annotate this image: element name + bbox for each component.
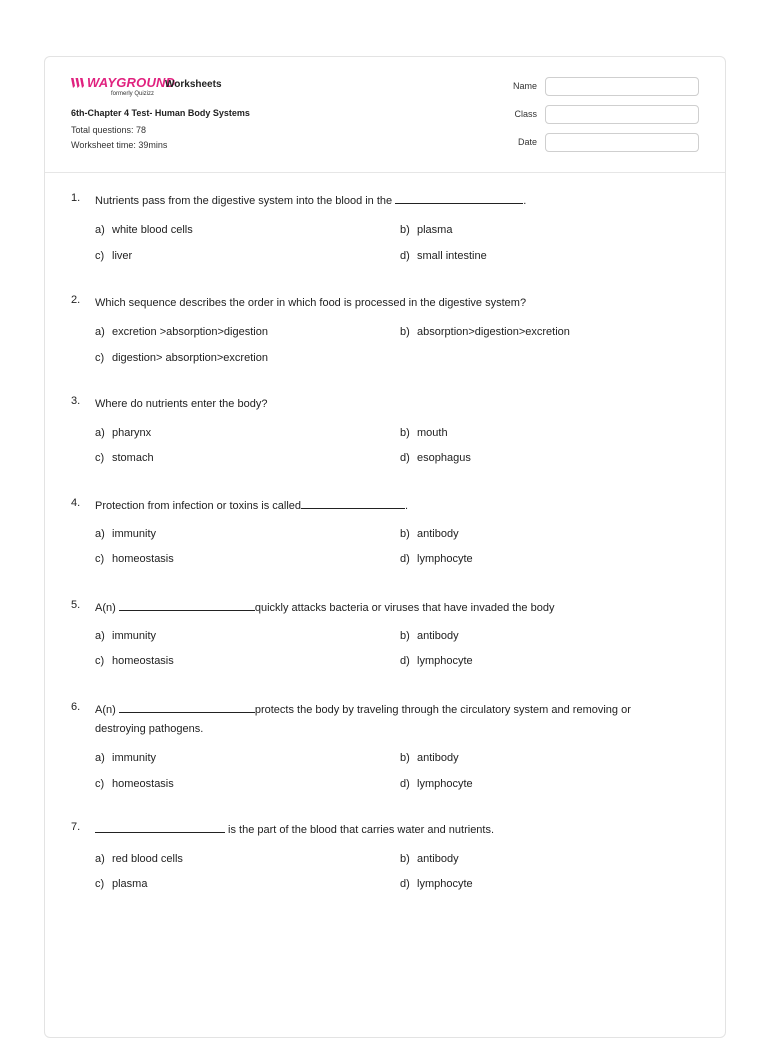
logo-mark-icon (71, 77, 85, 89)
option-text: liver (112, 250, 133, 262)
question-text-before: A(n) (95, 602, 119, 614)
option-letter: b) (400, 528, 410, 540)
worksheet-header (45, 57, 725, 173)
option-text: white blood cells (112, 224, 193, 236)
question-text (95, 821, 680, 840)
option-d[interactable] (400, 878, 473, 890)
question-text: Which sequence describes the order in which food is processed in the digestive system? (95, 297, 527, 309)
answer-blank (119, 599, 255, 611)
option-d[interactable] (400, 553, 473, 565)
question-text-before: Protection from infection or toxins is called (95, 500, 302, 512)
option-text: absorption>digestion>excretion (417, 326, 570, 338)
option-text: plasma (112, 878, 148, 890)
option-text: lymphocyte (417, 655, 473, 667)
option-letter: b) (400, 326, 410, 338)
option-text: lymphocyte (417, 878, 473, 890)
option-letter: d) (400, 778, 410, 790)
option-text: homeostasis (112, 655, 174, 667)
option-letter: c) (95, 553, 105, 565)
option-letter: a) (95, 528, 105, 540)
option-letter: a) (95, 224, 105, 236)
option-letter: b) (400, 427, 410, 439)
option-letter: d) (400, 452, 410, 464)
option-b[interactable] (400, 752, 459, 764)
question-number: 4. (71, 497, 81, 509)
option-a[interactable] (95, 224, 193, 236)
option-letter: a) (95, 326, 105, 338)
worksheet-time: Worksheet time: 39mins (71, 140, 168, 150)
option-text: lymphocyte (417, 778, 473, 790)
option-letter: d) (400, 655, 410, 667)
class-field[interactable] (545, 105, 699, 124)
option-text: digestion> absorption>excretion (112, 352, 268, 364)
answer-blank (395, 192, 523, 204)
option-letter: c) (95, 655, 105, 667)
option-text: small intestine (417, 250, 487, 262)
option-c[interactable] (95, 778, 174, 790)
option-text: red blood cells (112, 853, 183, 865)
question-number: 2. (71, 294, 81, 306)
option-d[interactable] (400, 655, 473, 667)
option-text: antibody (417, 853, 459, 865)
option-letter: a) (95, 630, 105, 642)
option-letter: a) (95, 853, 105, 865)
option-d[interactable] (400, 250, 487, 262)
question-text (95, 701, 680, 739)
question-text (95, 497, 680, 516)
date-label: Date (517, 137, 537, 147)
question-number: 1. (71, 192, 81, 204)
question-number: 6. (71, 701, 81, 713)
logo-wordmark: WAYGROUND (87, 75, 176, 90)
option-text: antibody (417, 752, 459, 764)
product-label: Worksheets (165, 79, 222, 90)
question-number: 5. (71, 599, 81, 611)
option-b[interactable] (400, 528, 459, 540)
option-letter: a) (95, 427, 105, 439)
name-label: Name (512, 81, 537, 91)
answer-blank (301, 497, 405, 509)
total-questions: Total questions: 78 (71, 125, 147, 135)
worksheet-title: 6th-Chapter 4 Test- Human Body Systems (71, 108, 250, 118)
option-letter: a) (95, 752, 105, 764)
option-text: homeostasis (112, 778, 174, 790)
option-text: plasma (417, 224, 453, 236)
name-field[interactable] (545, 77, 699, 96)
option-letter: d) (400, 878, 410, 890)
answer-blank (119, 701, 255, 713)
option-letter: b) (400, 752, 410, 764)
option-b[interactable] (400, 326, 570, 338)
option-text: antibody (417, 528, 459, 540)
option-text: excretion >absorption>digestion (112, 326, 268, 338)
option-c[interactable] (95, 452, 154, 464)
option-c[interactable] (95, 553, 174, 565)
option-letter: b) (400, 630, 410, 642)
question-number: 7. (71, 821, 81, 833)
question-text-after: protects the body by traveling through the circulatory system and removing or destroying pathogens. (95, 704, 631, 735)
question-text-before: A(n) (95, 704, 119, 716)
question-text-after: . (523, 195, 527, 207)
question-number: 3. (71, 395, 81, 407)
option-letter: c) (95, 778, 105, 790)
option-b[interactable] (400, 224, 452, 236)
option-d[interactable] (400, 452, 471, 464)
option-letter: b) (400, 224, 410, 236)
option-a[interactable] (95, 630, 156, 642)
option-text: mouth (417, 427, 448, 439)
option-d[interactable] (400, 778, 473, 790)
question-text-before: Nutrients pass from the digestive system into the blood in the (95, 195, 396, 207)
option-text: immunity (112, 528, 157, 540)
option-letter: c) (95, 250, 105, 262)
date-field[interactable] (545, 133, 699, 152)
question-text-after: is the part of the blood that carries water and nutrients. (225, 824, 495, 836)
option-text: homeostasis (112, 553, 174, 565)
option-letter: c) (95, 452, 105, 464)
class-label: Class (514, 109, 537, 119)
option-letter: c) (95, 878, 105, 890)
option-text: antibody (417, 630, 459, 642)
question-text (95, 192, 680, 211)
option-c[interactable] (95, 250, 132, 262)
option-text: lymphocyte (417, 553, 473, 565)
option-letter: d) (400, 553, 410, 565)
question-text (95, 599, 680, 618)
option-a[interactable] (95, 326, 268, 338)
answer-blank (95, 821, 225, 833)
option-letter: d) (400, 250, 410, 262)
option-letter: b) (400, 853, 410, 865)
option-c[interactable] (95, 878, 147, 890)
option-a[interactable] (95, 528, 156, 540)
worksheet-page (44, 56, 726, 1038)
option-b[interactable] (400, 427, 448, 439)
option-letter: c) (95, 352, 105, 364)
option-text: stomach (112, 452, 154, 464)
option-b[interactable] (400, 853, 459, 865)
option-text: immunity (112, 752, 157, 764)
option-b[interactable] (400, 630, 459, 642)
option-a[interactable] (95, 427, 151, 439)
option-c[interactable] (95, 655, 174, 667)
option-c[interactable] (95, 352, 268, 364)
option-text: pharynx (112, 427, 152, 439)
question-text-after: . (405, 500, 409, 512)
question-text: Where do nutrients enter the body? (95, 398, 268, 410)
option-text: immunity (112, 630, 157, 642)
question-text-after: quickly attacks bacteria or viruses that have invaded the body (254, 602, 555, 614)
logo-tagline: formerly Quizizz (111, 91, 155, 97)
option-a[interactable] (95, 853, 183, 865)
option-text: esophagus (417, 452, 471, 464)
option-a[interactable] (95, 752, 156, 764)
